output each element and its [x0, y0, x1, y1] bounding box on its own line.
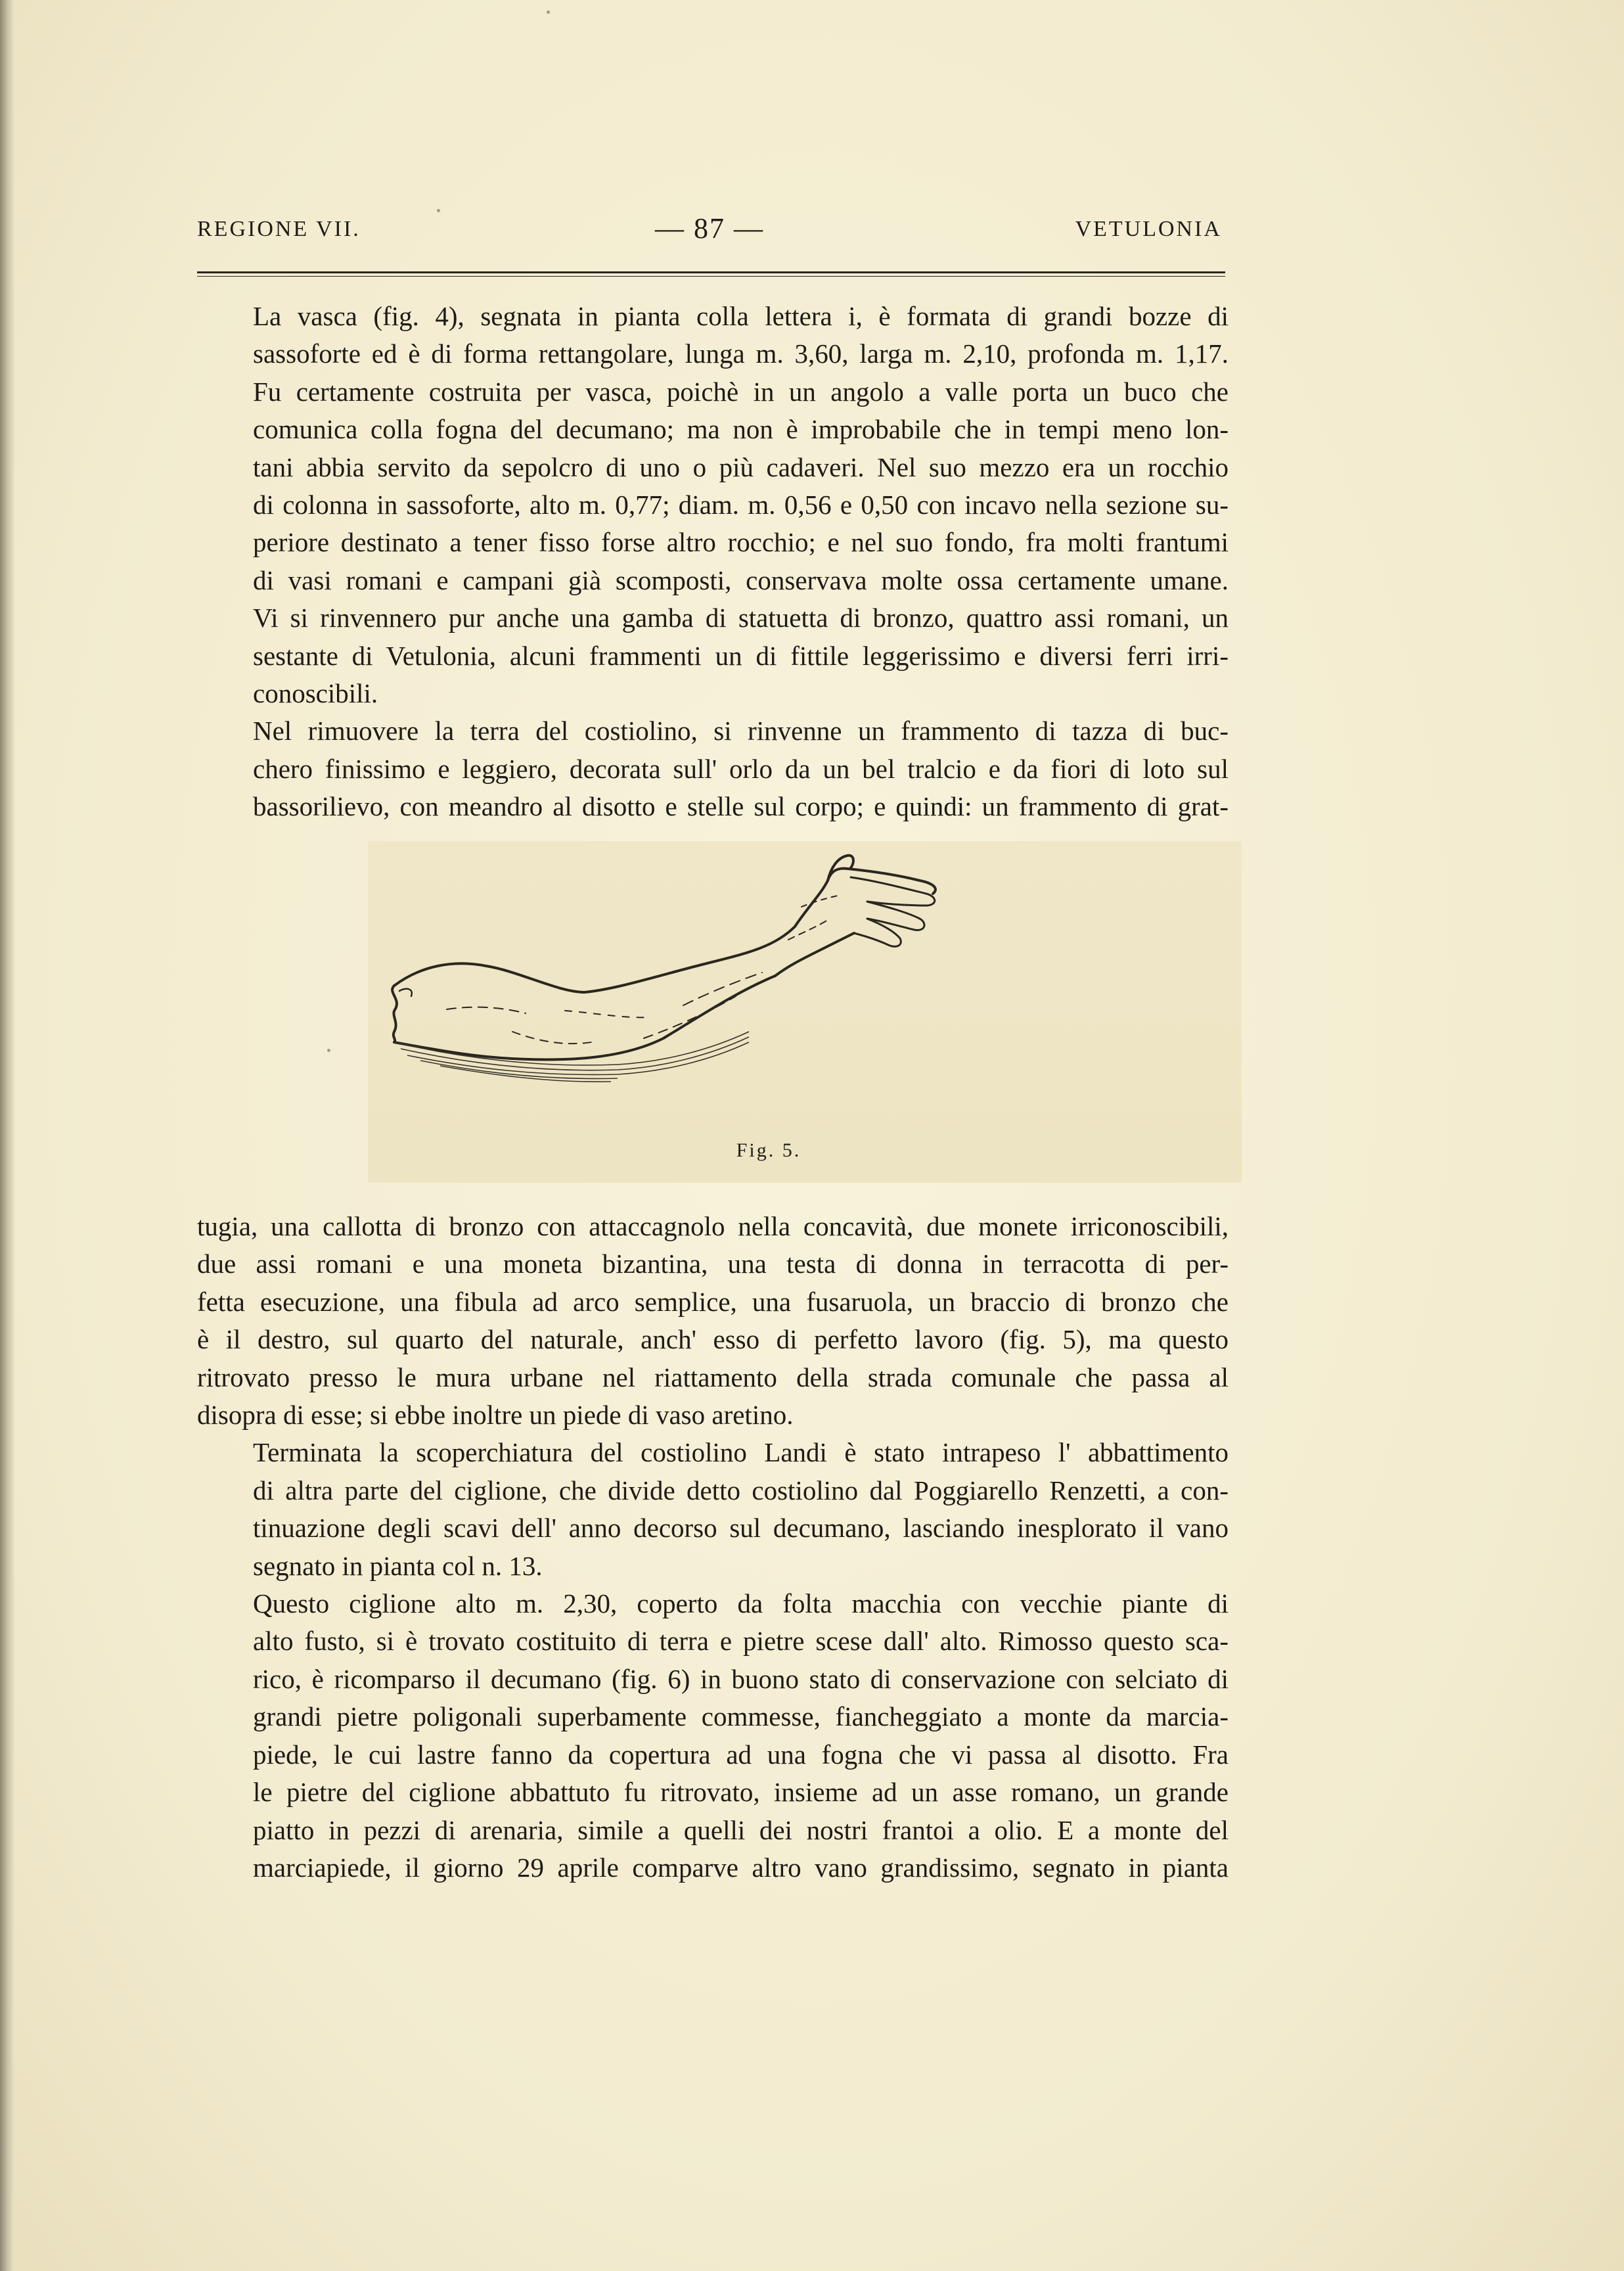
binding-edge [0, 0, 14, 2271]
text-line: Nel rimuovere la terra del costiolino, si rinvenne un frammento di tazza di buc- [253, 716, 1229, 746]
paragraph-vasca [197, 298, 1229, 712]
running-head-region: REGIONE VII. [197, 217, 361, 241]
text-line: grandi pietre poligonali superbamente commesse, fiancheggiato a monte da marcia- [253, 1701, 1229, 1732]
text-line: fetta esecuzione, una fibula ad arco semplice, una fusaruola, un braccio di bronzo che [197, 1286, 1229, 1317]
paragraph-costiolino [197, 712, 1229, 825]
text-line: tani abbia servito da sepolcro di uno o più cadaveri. Nel suo mezzo era un rocchio [253, 451, 1229, 482]
text-line: di colonna in sassoforte, alto m. 0,77; diam. m. 0,56 e 0,50 con incavo nella sezione su- [253, 490, 1229, 520]
figure-bronze-arm [368, 841, 1242, 1183]
text-line: di vasi romani e campani già scomposti, conservava molte ossa certamente umane. [253, 564, 1229, 595]
bronze-arm-illustration [368, 841, 1242, 1130]
text-line: rico, è ricomparso il decumano (fig. 6) in buono stato di conservazione con selciato di [253, 1663, 1229, 1694]
text-line: tinuazione degli scavi dell' anno decorso sul decumano, lasciando inesplorato il vano [253, 1513, 1229, 1544]
text-line: due assi romani e una moneta bizantina, una testa di donna in terracotta di per- [197, 1249, 1229, 1279]
text-line: La vasca (fig. 4), segnata in pianta colla lettera i, è formata di grandi bozze di [253, 301, 1229, 331]
text-line: Fu certamente costruita per vasca, poichè in un angolo a valle porta un buco che [253, 376, 1229, 407]
text-line: conoscibili. [253, 678, 378, 709]
text-line: chero finissimo e leggiero, decorata sull' orlo da un bel tralcio e da fiori di loto sul [253, 753, 1229, 784]
text-line: è il destro, sul quarto del naturale, anch' esso di perfetto lavoro (fig. 5), ma questo [197, 1324, 1229, 1355]
text-line: comunica colla fogna del decumano; ma non è improbabile che in tempi meno lon- [253, 414, 1229, 445]
text-line: periore destinato a tener fisso forse altro rocchio; e nel suo fondo, fra molti frantumi [253, 527, 1229, 558]
text-line: Vi si rinvennero pur anche una gamba di statuetta di bronzo, quattro assi romani, un [253, 603, 1229, 633]
figure-caption: Fig. 5. [736, 1139, 801, 1161]
text-line: piatto in pezzi di arenaria, simile a quelli dei nostri frantoi a olio. E a monte del [253, 1814, 1229, 1845]
paragraph-continuation [197, 1208, 1229, 1434]
page-number: — 87 — [655, 212, 764, 244]
text-line: ritrovato presso le mura urbane nel riattamento della strada comunale che passa al [197, 1362, 1229, 1392]
text-line: marciapiede, il giorno 29 aprile comparve altro vano grandissimo, segnato in pianta [253, 1852, 1229, 1883]
text-line: tugia, una callotta di bronzo con attaccagnolo nella concavità, due monete irriconoscibili, [197, 1211, 1229, 1241]
paper-speck [547, 11, 550, 14]
text-block-top [197, 298, 1229, 826]
text-block-bottom [197, 1208, 1229, 1887]
paper-speck [327, 1049, 330, 1052]
running-head-site: VETULONIA [1075, 217, 1222, 241]
text-line: bassorilievo, con meandro al disotto e stelle sul corpo; e quindi: un frammento di grat- [253, 791, 1229, 822]
paper-speck [437, 209, 440, 212]
text-line: disopra di esse; si ebbe inoltre un piede di vaso aretino. [197, 1400, 794, 1431]
text-line: piede, le cui lastre fanno da copertura ad una fogna che vi passa al disotto. Fra [253, 1739, 1229, 1770]
header-rule-thin [197, 276, 1225, 277]
text-line: sassoforte ed è di forma rettangolare, lunga m. 3,60, larga m. 2,10, profonda m. 1,17. [253, 338, 1229, 369]
text-line: sestante di Vetulonia, alcuni frammenti un di fittile leggerissimo e diversi ferri irri- [253, 640, 1229, 671]
paragraph-landi [197, 1434, 1229, 1585]
paragraph-ciglione [197, 1585, 1229, 1887]
text-line: di altra parte del ciglione, che divide detto costiolino dal Poggiarello Renzetti, a con- [253, 1475, 1229, 1505]
text-line: segnato in pianta col n. 13. [253, 1550, 543, 1581]
text-line: le pietre del ciglione abbattuto fu ritrovato, insieme ad un asse romano, un grande [253, 1777, 1229, 1808]
text-line: alto fusto, si è trovato costituito di terra e pietre scese dall' alto. Rimosso questo sca- [253, 1626, 1229, 1657]
header-rule [197, 271, 1225, 273]
text-line: Terminata la scoperchiatura del costiolino Landi è stato intrapeso l' abbattimento [253, 1437, 1229, 1468]
running-head [197, 212, 1222, 256]
text-line: Questo ciglione alto m. 2,30, coperto da folta macchia con vecchie piante di [253, 1588, 1229, 1619]
